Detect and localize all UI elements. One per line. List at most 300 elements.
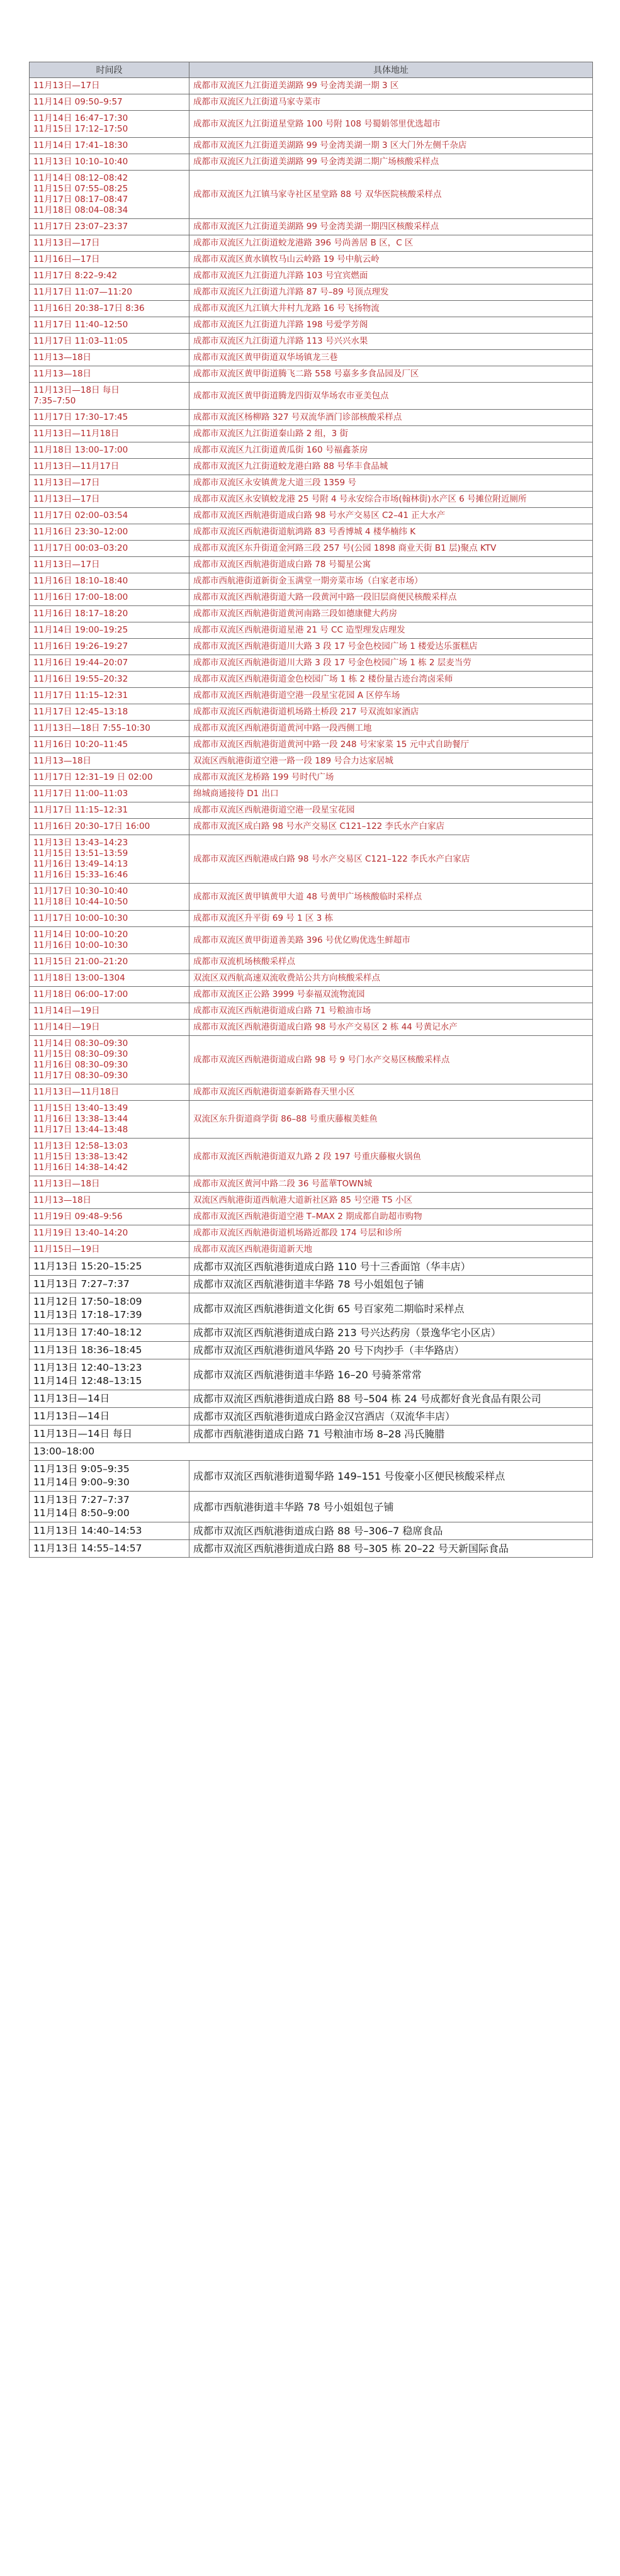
table-row [30, 1193, 593, 1209]
address-cell: 成都市双流区黄甲街道腾飞二路 558 号嘉多多食品园及厂区 [189, 366, 593, 383]
time-cell [30, 1293, 189, 1324]
time-line: 11月13日 15:20–15:25 [33, 1261, 142, 1272]
time-cell [30, 1020, 189, 1036]
time-cell [30, 606, 189, 622]
address-cell: 成都市西航港街道新街金玉满堂一期旁菜市场（白家老市场） [189, 573, 593, 590]
time-line: 11月15日 21:00–21:20 [33, 957, 128, 967]
time-line: 11月13日—17日 [33, 560, 100, 570]
table-row [30, 1242, 593, 1258]
table-row [30, 508, 593, 524]
time-column-header: 时间段 [30, 62, 189, 78]
address-cell: 成都市双流区西航港街道成白路 98 号水产交易区 C2–41 正大水产 [189, 508, 593, 524]
address-cell: 成都市双流区西航港街道成白路 213 号兴达药房（景逸华宅小区店） [189, 1324, 593, 1342]
time-cell [30, 1209, 189, 1225]
time-line: 11月15日 13:40–13:49 [33, 1103, 128, 1113]
address-cell: 成都市双流区西航港街道成白路 88 号–305 栋 20–22 号天新国际食品 [189, 1540, 593, 1558]
time-cell [30, 1101, 189, 1139]
time-cell [30, 954, 189, 970]
address-cell: 成都市双流区九江街道九洋路 113 号兴兴水果 [189, 334, 593, 350]
time-cell [30, 590, 189, 606]
table-row [30, 219, 593, 235]
table-row [30, 459, 593, 475]
time-line: 11月14日 8:50–9:00 [33, 1507, 130, 1519]
time-line: 11月17日 08:17–08:47 [33, 194, 128, 205]
address-cell: 成都市双流区九江街道马家寺菜市 [189, 94, 593, 111]
time-line: 11月16日 19:26–19:27 [33, 641, 128, 651]
time-line: 11月13日 17:18–17:39 [33, 1309, 142, 1320]
time-cell [30, 350, 189, 366]
table-row [30, 721, 593, 737]
address-cell: 成都市双流区西航港街道黄河中路一段西侧工地 [189, 721, 593, 737]
time-line: 11月17日 08:30–09:30 [33, 1071, 128, 1081]
address-cell: 成都市双流区西航港街道蜀华路 149–151 号俊豪小区便民核酸采样点 [189, 1461, 593, 1492]
time-cell [30, 94, 189, 111]
address-cell: 成都市双流区九江街道九洋路 87 号–89 号顶点理发 [189, 284, 593, 301]
time-cell [30, 475, 189, 492]
table-row [30, 672, 593, 688]
address-cell: 成都市双流区九江街道星堂路 100 号附 108 号蜀娟邻里优选超市 [189, 111, 593, 138]
time-line: 11月17日 23:07–23:37 [33, 222, 128, 232]
time-cell [30, 366, 189, 383]
table-row [30, 426, 593, 442]
table-row [30, 1293, 593, 1324]
time-line: 11月14日 16:47–17:30 [33, 113, 128, 123]
table-row [30, 317, 593, 334]
address-cell: 成都市双流区九江街道九洋路 103 号宜宾燃面 [189, 268, 593, 284]
time-cell [30, 1276, 189, 1293]
address-cell: 成都市双流区西航港街道成白路 71 号粮油市场 [189, 1003, 593, 1020]
time-cell [30, 737, 189, 753]
time-cell [30, 524, 189, 541]
address-cell: 成都市双流区九江街道九洋路 198 号爱学芳阁 [189, 317, 593, 334]
time-cell [30, 171, 189, 219]
address-cell: 成都市双流区西航港街道丰华路 16–20 号骑茶常常 [189, 1359, 593, 1390]
address-cell: 成都市双流区升平街 69 号 1 区 3 栋 [189, 911, 593, 927]
time-cell [30, 301, 189, 317]
address-cell: 成都市双流区西航港街道川大路 3 段 17 号金色校园广场 1 楼爱达乐蛋糕店 [189, 639, 593, 655]
address-cell: 成都市西航港街道成白路 71 号粮油市场 8–28 冯氏腌腊 [189, 1426, 593, 1443]
address-cell: 成都市双流区黄甲街道双华场镇龙三巷 [189, 350, 593, 366]
time-line: 11月16日 13:49–14:13 [33, 859, 128, 869]
table-row [30, 94, 593, 111]
address-cell: 成都市双流区西航港街道黄河南路三段如德康健大药房 [189, 606, 593, 622]
time-cell [30, 410, 189, 426]
time-cell [30, 138, 189, 154]
time-line: 11月17日 10:30–10:40 [33, 886, 128, 896]
table-row [30, 171, 593, 219]
time-cell [30, 1176, 189, 1193]
table-row [30, 655, 593, 672]
time-line: 11月14日 08:30–09:30 [33, 1038, 128, 1049]
address-cell: 成都市双流区西航港街道成白路金汉宫酒店（双流华丰店） [189, 1408, 593, 1426]
table-row [30, 1101, 593, 1139]
time-cell [30, 655, 189, 672]
table-row [30, 688, 593, 704]
address-cell: 成都市双流区西航港街道成白路 98 号水产交易区 2 栋 44 号黄记水产 [189, 1020, 593, 1036]
table-row [30, 442, 593, 459]
time-cell [30, 911, 189, 927]
time-line: 11月14日 10:00–10:20 [33, 930, 128, 940]
time-line: 11月13—18日 [33, 352, 92, 363]
time-line: 11月13日—18日 [33, 1179, 100, 1189]
time-cell [30, 1193, 189, 1209]
table-row [30, 541, 593, 557]
time-cell [30, 284, 189, 301]
time-cell [30, 111, 189, 138]
time-line: 11月13日 14:55–14:57 [33, 1543, 142, 1554]
time-line: 11月13日—17日 [33, 478, 100, 488]
address-cell: 双流区西航港街道空港一路一段 189 号合力达家居城 [189, 753, 593, 770]
time-line: 11月16日 19:44–20:07 [33, 658, 128, 668]
table-row [30, 1492, 593, 1522]
time-line: 11月16日 10:00–10:30 [33, 940, 128, 950]
time-line: 11月16日 20:30–17日 16:00 [33, 821, 150, 831]
time-line: 11月14日—19日 [33, 1022, 100, 1032]
address-cell: 成都市双流区九江街道蛟龙港白路 88 号华丰食品城 [189, 459, 593, 475]
address-cell: 成都市双流区西航港街道成白路 88 号–504 栋 24 号成都好食光食品有限公司 [189, 1390, 593, 1408]
address-cell: 双流区西航港街道西航港大道新社区路 85 号空港 T5 小区 [189, 1193, 593, 1209]
table-row [30, 1522, 593, 1540]
time-line: 11月17日 8:22–9:42 [33, 271, 118, 281]
time-line: 11月17日 11:07—11:20 [33, 287, 132, 297]
table-row [30, 1324, 593, 1342]
time-line: 11月14日 08:12–08:42 [33, 173, 128, 183]
address-cell: 成都市双流区西航港街道黄河中路一段 248 号宋家菜 15 元中式自助餐厅 [189, 737, 593, 753]
address-cell: 成都市双流区西航港街道金色校园广场 1 栋 2 楼份量古迹台湾卤采师 [189, 672, 593, 688]
table-row [30, 1176, 593, 1193]
time-cell [30, 1003, 189, 1020]
time-line: 11月13—18日 [33, 756, 92, 766]
address-cell: 成都市双流区西航港街道川大路 3 段 17 号金色校园广场 1 栋 2 层麦当劳 [189, 655, 593, 672]
time-line: 11月19日 09:48–9:56 [33, 1212, 123, 1222]
table-row [30, 284, 593, 301]
time-cell [30, 268, 189, 284]
time-line: 11月15日 13:38–13:42 [33, 1152, 128, 1162]
time-cell [30, 383, 189, 410]
time-line: 11月18日 13:00–1304 [33, 973, 125, 983]
time-cell [30, 672, 189, 688]
time-cell [30, 334, 189, 350]
address-cell: 成都市双流区西航港街道丰华路 78 号小姐姐包子铺 [189, 1276, 593, 1293]
time-cell [30, 987, 189, 1003]
time-line: 11月15日 13:51–13:59 [33, 848, 128, 858]
time-cell [30, 235, 189, 252]
address-cell: 成都市双流区黄甲街道腾龙四街双华场农市亚美包点 [189, 383, 593, 410]
table-row [30, 1408, 593, 1426]
time-line: 11月13日 7:27–7:37 [33, 1278, 130, 1290]
time-line: 11月13日 7:27–7:37 [33, 1494, 130, 1505]
table-row [30, 235, 593, 252]
address-cell: 成都市双流区西航港成白路 98 号水产交易区 C121–122 李氏水产白家店 [189, 835, 593, 884]
table-row [30, 987, 593, 1003]
time-cell [30, 753, 189, 770]
time-line: 11月13日—11月17日 [33, 461, 120, 471]
time-cell [30, 1522, 189, 1540]
table-row [30, 753, 593, 770]
table-row [30, 1225, 593, 1242]
time-line: 11月12日 17:50–18:09 [33, 1296, 142, 1307]
address-cell: 成都市双流区九江街道秦山路 2 组，3 街 [189, 426, 593, 442]
address-cell: 成都市双流区九江街道蛟龙港路 396 号尚善居 B 区，C 区 [189, 235, 593, 252]
address-cell: 成都市双流区永安镇黄龙大道三段 1359 号 [189, 475, 593, 492]
table-row [30, 1443, 593, 1461]
time-line: 11月15日 08:30–09:30 [33, 1049, 128, 1059]
address-cell: 成都市双流区西航港街道文化街 65 号百家苑二期临时采样点 [189, 1293, 593, 1324]
time-line: 11月16日 15:33–16:46 [33, 870, 128, 880]
time-line: 11月15日 07:55–08:25 [33, 184, 128, 194]
time-line: 11月17日 11:15–12:31 [33, 690, 128, 700]
time-line: 11月14日 12:48–13:15 [33, 1375, 142, 1386]
time-cell [30, 786, 189, 802]
address-cell: 成都市双流区西航港街道空港 T–MAX 2 期成都自助超市购物 [189, 1209, 593, 1225]
time-line: 11月16日 19:55–20:32 [33, 674, 128, 684]
time-line: 11月17日 12:31–19 日 02:00 [33, 772, 153, 782]
time-cell [30, 639, 189, 655]
time-cell [30, 1324, 189, 1342]
time-cell [30, 459, 189, 475]
time-line: 11月16日 08:30–09:30 [33, 1060, 128, 1070]
time-line: 11月13日—14日 每日 [33, 1428, 133, 1439]
time-line: 11月17日 13:44–13:48 [33, 1125, 128, 1135]
address-cell: 成都市双流区九江街道美湖路 99 号金湾美湖一期 3 区 [189, 78, 593, 94]
table-row [30, 1540, 593, 1558]
time-line: 11月13日—14日 [33, 1393, 110, 1404]
time-cell [30, 884, 189, 911]
address-cell: 成都市双流区西航港街道成白路 78 号蜀星公寓 [189, 557, 593, 573]
table-row [30, 802, 593, 819]
time-line: 11月17日 17:30–17:45 [33, 412, 128, 422]
address-cell: 成都市双流区成白路 98 号水产交易区 C121–122 李氏水产白家店 [189, 819, 593, 835]
address-cell: 成都市双流区东升街道金河路三段 257 号(公园 1898 商业天街 B1 层)聚点 KTV [189, 541, 593, 557]
address-column-header: 具体地址 [189, 62, 593, 78]
table-row [30, 786, 593, 802]
time-cell [30, 704, 189, 721]
table-row [30, 590, 593, 606]
table-row [30, 1342, 593, 1359]
time-line: 11月18日 08:04–08:34 [33, 205, 128, 215]
time-line: 11月17日 11:40–12:50 [33, 320, 128, 330]
table-row [30, 927, 593, 954]
table-row [30, 1461, 593, 1492]
time-line: 11月16日 18:10–18:40 [33, 576, 128, 586]
time-cell [30, 442, 189, 459]
address-cell: 成都市双流区西航港街道星港 21 号 CC 造型理发店理发 [189, 622, 593, 639]
table-row [30, 78, 593, 94]
table-row [30, 770, 593, 786]
address-cell: 成都市双流区黄水镇牧马山云岭路 19 号中航云岭 [189, 252, 593, 268]
table-row [30, 1036, 593, 1084]
time-line: 11月13日 14:40–14:53 [33, 1525, 142, 1536]
time-line: 11月13日—17日 [33, 494, 100, 504]
time-line: 11月17日 11:03–11:05 [33, 336, 128, 346]
time-line: 11月13日 12:58–13:03 [33, 1141, 128, 1151]
table-row [30, 970, 593, 987]
time-cell [30, 1443, 593, 1461]
time-line: 11月13日 10:10–10:40 [33, 157, 128, 167]
address-cell: 成都市双流区黄河中路二段 36 号蓝華TOWN城 [189, 1176, 593, 1193]
time-line: 11月14日 09:50–9:57 [33, 97, 123, 107]
time-line: 11月13日 13:43–14:23 [33, 838, 128, 848]
time-cell [30, 78, 189, 94]
time-cell [30, 573, 189, 590]
time-line: 11月19日 13:40–14:20 [33, 1228, 128, 1238]
address-cell: 成都市双流区西航港街道成白路 88 号–306–7 稳席食品 [189, 1522, 593, 1540]
table-row [30, 1390, 593, 1408]
time-line: 11月18日 06:00–17:00 [33, 989, 128, 999]
time-line: 11月13日 9:05–9:35 [33, 1463, 130, 1475]
table-row [30, 334, 593, 350]
time-cell [30, 1139, 189, 1176]
address-cell: 成都市双流区西航港街道航鸿路 83 号香博城 4 楼华楠纬 K [189, 524, 593, 541]
table-row [30, 639, 593, 655]
table-row [30, 1276, 593, 1293]
time-line: 11月16日 17:00–18:00 [33, 592, 128, 602]
time-cell [30, 1242, 189, 1258]
time-cell [30, 927, 189, 954]
time-cell [30, 622, 189, 639]
table-row [30, 301, 593, 317]
address-cell: 成都市双流区九江街道黄瓜街 160 号福鑫茶房 [189, 442, 593, 459]
table-row [30, 1209, 593, 1225]
time-line: 11月18日 10:44–10:50 [33, 897, 128, 907]
time-line: 11月18日 13:00–17:00 [33, 445, 128, 455]
time-line: 11月16日 14:38–14:42 [33, 1162, 128, 1173]
table-row [30, 884, 593, 911]
address-cell: 成都市双流区正公路 3999 号泰福双流物流园 [189, 987, 593, 1003]
address-cell: 成都市双流区杨柳路 327 号双流华酒门诊部核酸采样点 [189, 410, 593, 426]
table-header [30, 62, 593, 78]
time-line: 11月13日—11月18日 [33, 1087, 120, 1097]
table-row [30, 154, 593, 171]
address-cell: 成都市双流区西航港街道空港一段星宝花园 [189, 802, 593, 819]
table-row [30, 954, 593, 970]
address-cell: 成都市双流区西航港街道机场路近都段 174 号层和诊所 [189, 1225, 593, 1242]
table-row [30, 410, 593, 426]
address-cell: 成都市双流区西航港街道成白路 110 号十三香面馆（华丰店） [189, 1258, 593, 1276]
table-row [30, 573, 593, 590]
table-row [30, 1084, 593, 1101]
time-cell [30, 508, 189, 524]
address-cell: 成都市双流区九江街道美湖路 99 号金湾美湖一期 3 区大门外左侧千杂店 [189, 138, 593, 154]
time-line: 11月13日—17日 [33, 81, 100, 91]
time-line: 13:00–18:00 [33, 1446, 95, 1457]
address-cell: 成都市双流区西航港街道风华路 20 号下肉抄手（丰华路店） [189, 1342, 593, 1359]
time-line: 11月15日—19日 [33, 1244, 100, 1254]
address-cell: 双流区东升街道商学街 86–88 号重庆藤椒美蛙鱼 [189, 1101, 593, 1139]
table-row [30, 138, 593, 154]
table-row [30, 606, 593, 622]
time-line: 11月17日 10:00–10:30 [33, 913, 128, 923]
address-cell: 双流区双西航高速双流收费站公共方向核酸采样点 [189, 970, 593, 987]
time-line: 11月14日—19日 [33, 1006, 100, 1016]
address-cell: 成都市双流区西航港街道机场路土桥段 217 号双流如家酒店 [189, 704, 593, 721]
time-cell [30, 1426, 189, 1443]
time-cell [30, 252, 189, 268]
address-cell: 成都市双流区西航港街道泰新路春天里小区 [189, 1084, 593, 1101]
schedule-table [29, 62, 593, 1558]
address-cell: 成都市双流机场核酸采样点 [189, 954, 593, 970]
time-line: 11月16日 13:38–13:44 [33, 1114, 128, 1124]
time-line: 11月13日 18:36–18:45 [33, 1344, 142, 1356]
address-cell: 成都市双流区九江镇大井村九龙路 16 号飞扬物流 [189, 301, 593, 317]
table-row [30, 524, 593, 541]
time-cell [30, 426, 189, 442]
table-row [30, 704, 593, 721]
time-cell [30, 541, 189, 557]
address-cell: 成都市双流区黄甲街道善美路 396 号优亿购优选生鲜超市 [189, 927, 593, 954]
table-row [30, 1258, 593, 1276]
time-line: 11月13日—18日 每日 [33, 385, 120, 395]
time-line: 11月13日—17日 [33, 238, 100, 248]
time-cell [30, 492, 189, 508]
address-cell: 成都市双流区西航港街道成白路 98 号 9 号门水产交易区核酸采样点 [189, 1036, 593, 1084]
time-line: 11月13日 17:40–18:12 [33, 1327, 142, 1338]
table-row [30, 557, 593, 573]
address-cell: 成都市双流区西航港街道空港一段星宝花园 A 区停车场 [189, 688, 593, 704]
table-row [30, 622, 593, 639]
table-body [30, 78, 593, 1558]
time-line: 11月17日 12:45–13:18 [33, 707, 128, 717]
time-line: 11月15日 17:12–17:50 [33, 124, 128, 134]
time-cell [30, 317, 189, 334]
time-cell [30, 1540, 189, 1558]
table-row [30, 475, 593, 492]
address-cell: 成都市双流区九江街道美湖路 99 号金湾美湖一期四区核酸采样点 [189, 219, 593, 235]
time-line: 11月17日 11:00–11:03 [33, 789, 128, 799]
table-row [30, 911, 593, 927]
address-cell: 成都市双流区龙桥路 199 号时代广场 [189, 770, 593, 786]
table-row [30, 268, 593, 284]
time-line: 11月14日 17:41–18:30 [33, 140, 128, 150]
time-line: 11月16日 20:38–17日 8:36 [33, 303, 145, 313]
table-row [30, 1426, 593, 1443]
address-cell: 成都市双流区西航港街道双九路 2 段 197 号重庆藤椒火锅鱼 [189, 1139, 593, 1176]
table-row [30, 1020, 593, 1036]
time-line: 11月14日 9:00–9:30 [33, 1476, 130, 1488]
time-cell [30, 802, 189, 819]
table-row [30, 492, 593, 508]
time-line: 11月13日—18日 7:55–10:30 [33, 723, 150, 733]
address-cell: 成都市双流区九江镇马家寺社区星堂路 88 号 双华医院核酸采样点 [189, 171, 593, 219]
address-cell: 绵城商通接待 D1 出口 [189, 786, 593, 802]
address-cell: 成都市西航港街道丰华路 78 号小姐姐包子铺 [189, 1492, 593, 1522]
time-cell [30, 770, 189, 786]
time-cell [30, 1342, 189, 1359]
time-line: 7:35–7:50 [33, 396, 76, 406]
table-row [30, 737, 593, 753]
time-cell [30, 721, 189, 737]
time-cell [30, 1036, 189, 1084]
address-cell: 成都市双流区西航港街道新天地 [189, 1242, 593, 1258]
time-cell [30, 688, 189, 704]
time-cell [30, 1390, 189, 1408]
time-cell [30, 1492, 189, 1522]
table-row [30, 366, 593, 383]
time-cell [30, 1461, 189, 1492]
table-row [30, 819, 593, 835]
time-cell [30, 1225, 189, 1242]
header-row [30, 62, 593, 78]
time-line: 11月16日—17日 [33, 254, 100, 264]
time-cell [30, 219, 189, 235]
time-line: 11月13—18日 [33, 369, 92, 379]
address-cell: 成都市双流区九江街道美湖路 99 号金湾美湖二期广场核酸采样点 [189, 154, 593, 171]
time-line: 11月13日—11月18日 [33, 429, 120, 439]
table-row [30, 1139, 593, 1176]
time-line: 11月16日 18:17–18:20 [33, 609, 128, 619]
time-cell [30, 1359, 189, 1390]
time-line: 11月13日—14日 [33, 1410, 110, 1422]
